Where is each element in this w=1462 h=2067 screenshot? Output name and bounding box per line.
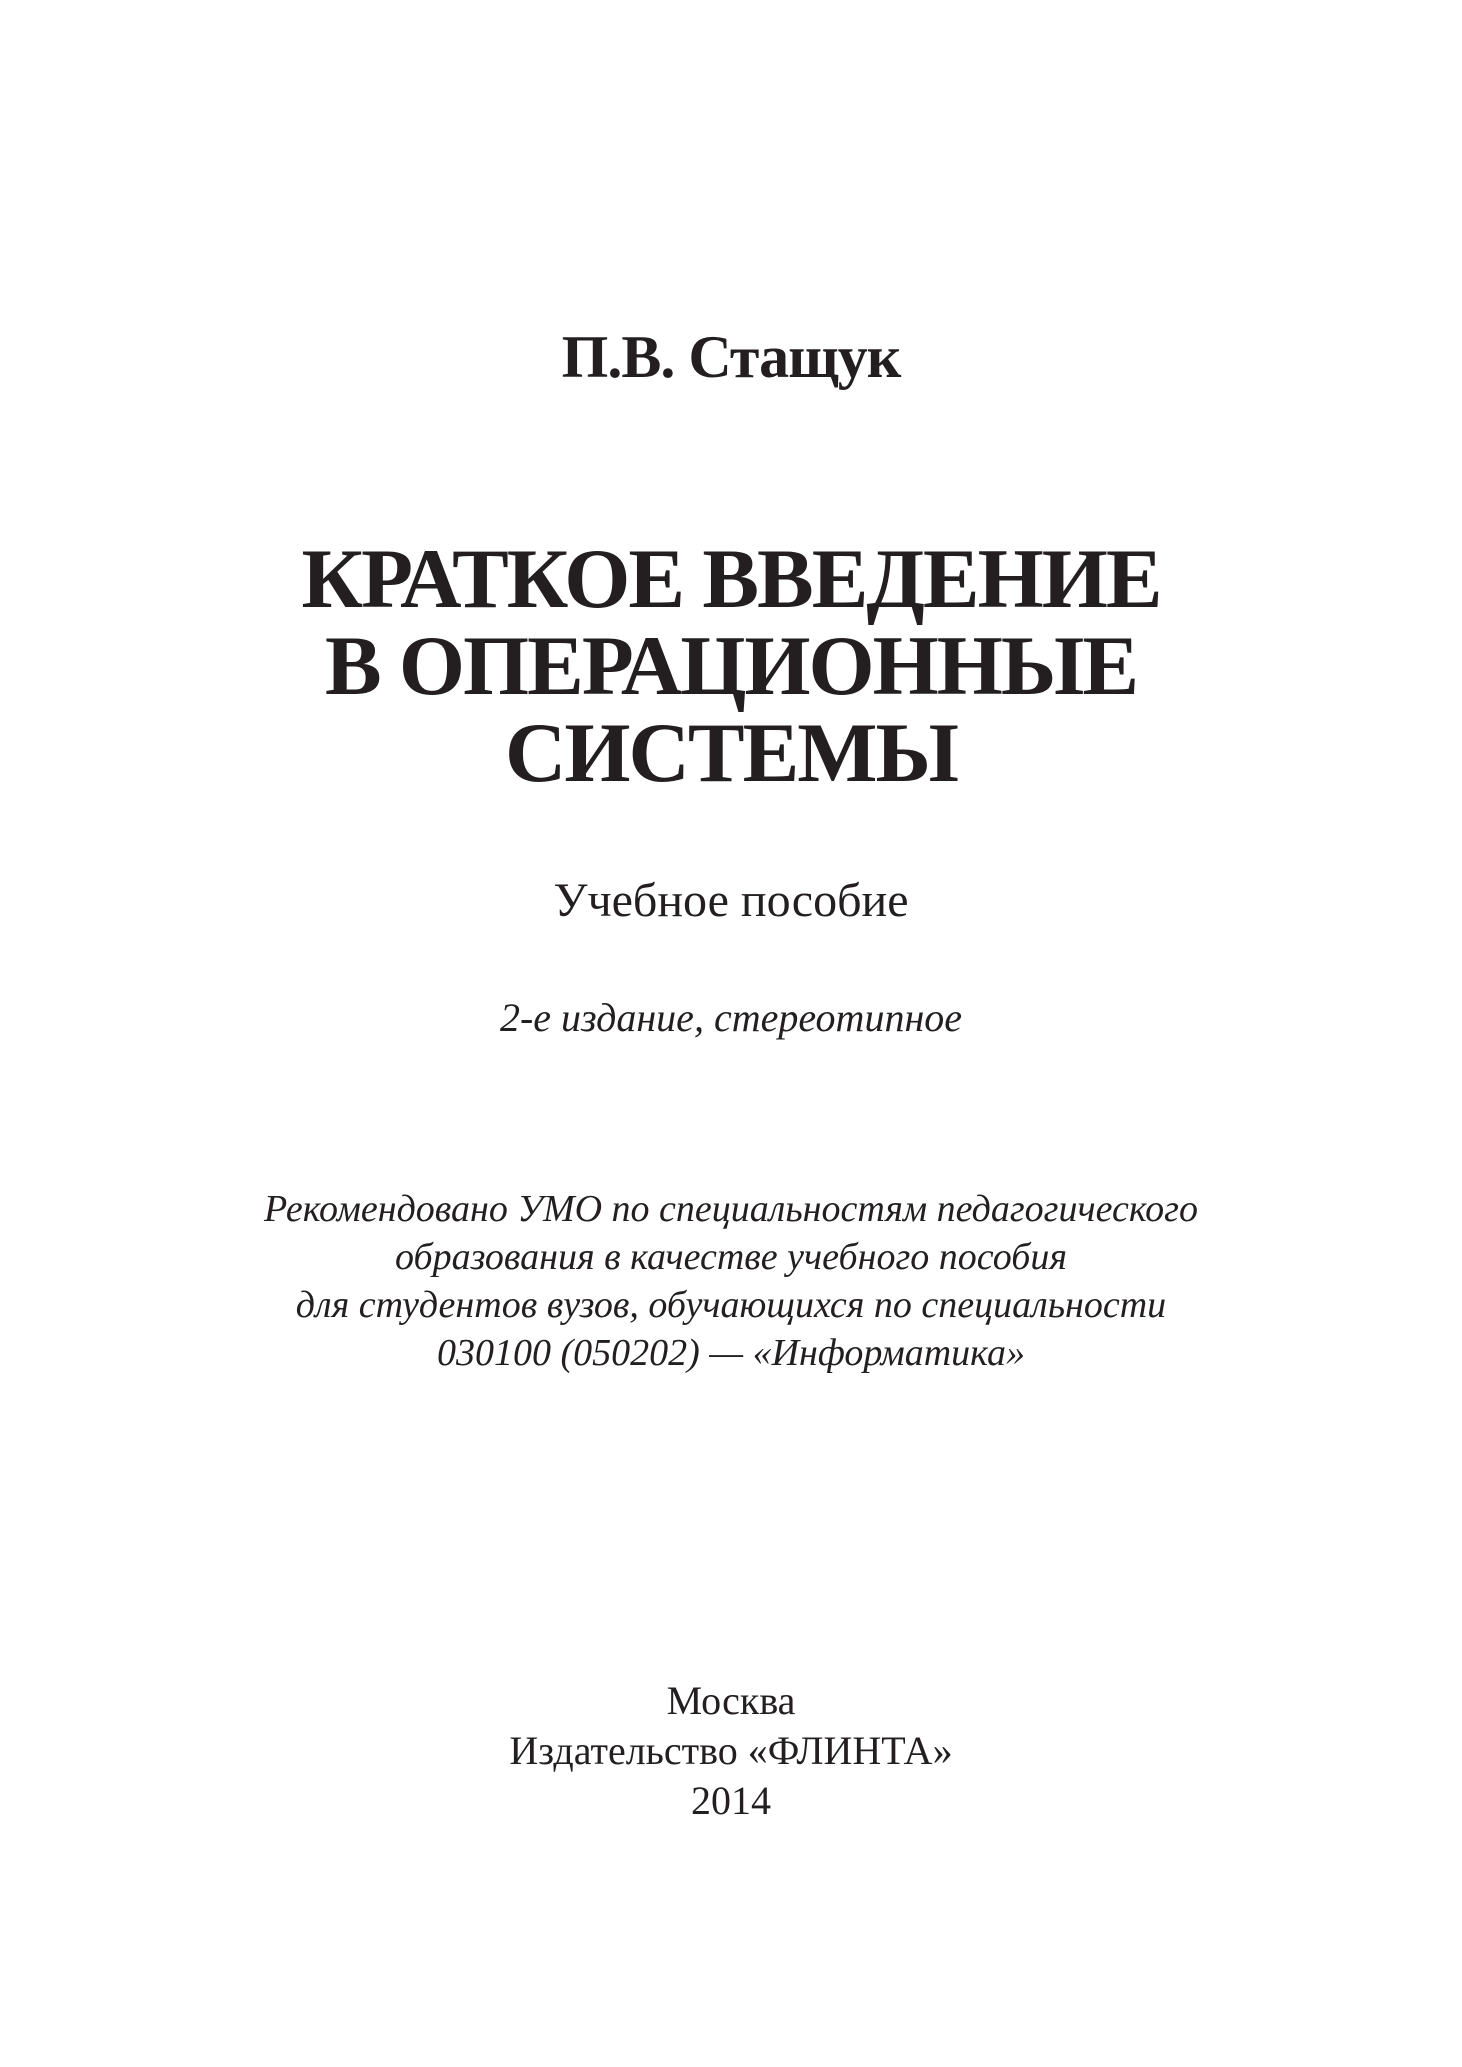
edition-note: 2-е издание, стереотипное bbox=[499, 995, 963, 1040]
book-subtitle: Учебное пособие bbox=[553, 874, 909, 927]
imprint-publisher: Издательство «ФЛИНТА» bbox=[509, 1728, 953, 1773]
book-title-line: СИСТЕМЫ bbox=[505, 706, 957, 800]
recommendation-line: Рекомендовано УМО по специальностям педагогического bbox=[264, 1188, 1198, 1230]
imprint bbox=[0, 1676, 1462, 1826]
recommendation-line: образования в качестве учебного пособия bbox=[394, 1236, 1067, 1278]
book-title-line: КРАТКОЕ ВВЕДЕНИЕ bbox=[301, 532, 1161, 626]
imprint-year: 2014 bbox=[691, 1778, 771, 1823]
imprint-city: Москва bbox=[666, 1678, 796, 1723]
recommendation-line: для студентов вузов, обучающихся по специальности bbox=[295, 1284, 1167, 1326]
book-title-line: В ОПЕРАЦИОННЫЕ bbox=[324, 619, 1138, 713]
recommendation-line: 030100 (050202) — «Информатика» bbox=[437, 1332, 1025, 1374]
recommendation-note bbox=[0, 1185, 1462, 1377]
book-title bbox=[0, 532, 1462, 800]
author-name: П.В. Стащук bbox=[561, 324, 901, 390]
